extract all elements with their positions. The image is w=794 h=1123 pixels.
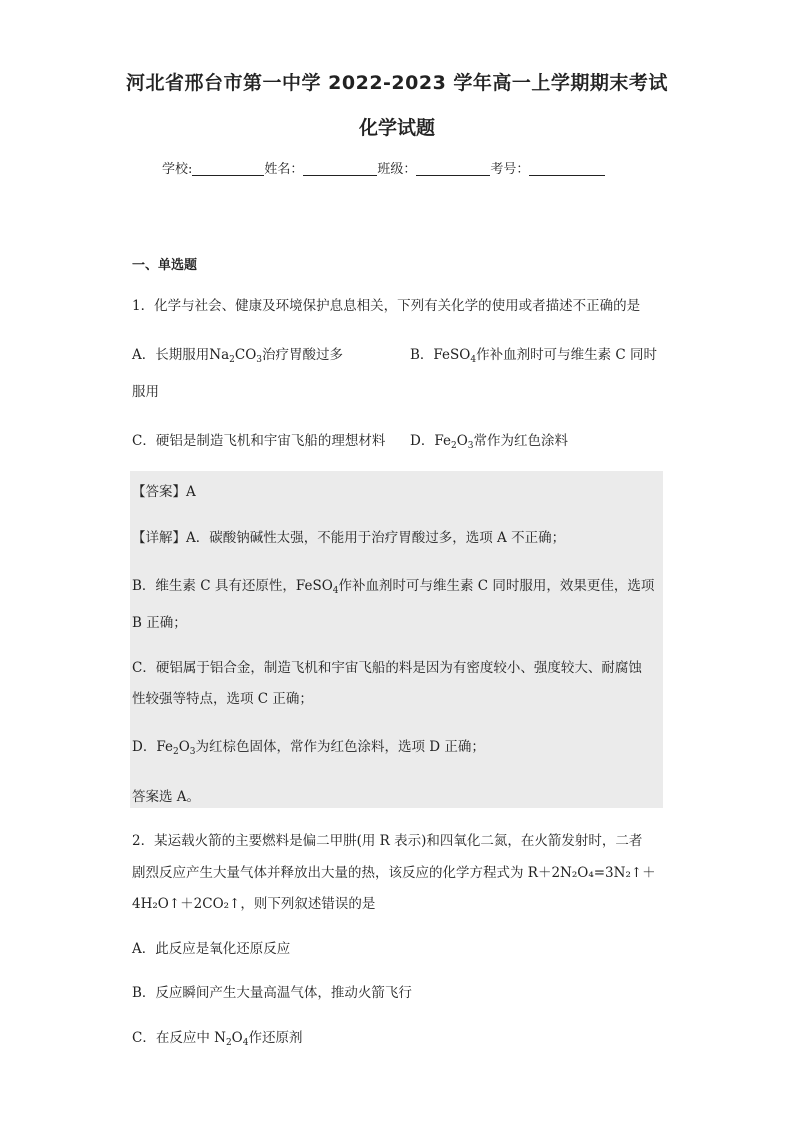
q2-option-c-text: 作还原剂 — [248, 1030, 303, 1046]
formula-feso4-explanation: FeSO$_4$ — [295, 578, 339, 596]
q1-stem: 1．化学与社会、健康及环境保护息息相关，下列有关化学的使用或者描述不正确的是 — [132, 298, 641, 314]
exam-subtitle: 化学试题 — [358, 117, 435, 139]
class-label: 班级： — [377, 162, 417, 177]
explanation-c: C．硬铝属于铝合金，制造飞机和宇宙飞船的料是因为有密度较小、强度较大、耐腐蚀 — [132, 660, 642, 676]
q1-option-b-continued: 服用 — [132, 384, 159, 400]
name-blank — [303, 161, 377, 176]
explanation-d-text: 为红棕色固体，常作为红色涂料，选项 D 正确； — [195, 739, 485, 755]
q1-option-d — [410, 429, 568, 449]
final-answer: 答案选 A。 — [132, 789, 201, 805]
answer-explanation-box — [130, 471, 663, 808]
school-blank — [192, 161, 264, 176]
explanation-b-prefix: B．维生素 C 具有还原性， — [132, 578, 296, 594]
explanation-b-text: 作补血剂时可与维生素 C 同时服用，效果更佳，选项 — [338, 578, 655, 594]
q2-option-c — [132, 1026, 302, 1046]
formula-n2o4: $N_2O_4$ — [214, 1030, 249, 1048]
explanation-d-prefix: D． — [132, 739, 157, 755]
q2-stem-line-3: 4H₂O↑＋2CO₂↑，则下列叙述错误的是 — [132, 896, 376, 912]
option-b-text: 作补血剂时可与维生素 C 同时 — [476, 347, 658, 363]
formula-na2co3: $Na_2CO_3$ — [209, 347, 262, 365]
formula-fe2o3: $Fe_2O_3$ — [434, 433, 474, 451]
student-info-line — [162, 158, 605, 177]
section-heading: 一、单选题 — [132, 258, 198, 273]
exam-number-blank — [529, 161, 605, 176]
q2-option-c-prefix: C．在反应中 — [132, 1030, 215, 1046]
explanation-b-continued: B 正确； — [132, 615, 187, 631]
q2-option-a: A．此反应是氧化还原反应 — [132, 941, 291, 957]
option-b-prefix: B． — [410, 347, 434, 363]
q1-option-c: C．硬铝是制造飞机和宇宙飞船的理想材料 — [132, 433, 386, 449]
school-label: 学校: — [162, 162, 193, 177]
explanation-c-continued: 性较强等特点，选项 C 正确； — [132, 691, 313, 707]
q1-option-b — [410, 343, 657, 363]
explanation-b — [132, 574, 654, 594]
explanation-d — [132, 735, 485, 755]
option-d-text: 常作为红色涂料 — [473, 433, 568, 449]
q2-stem-line-1: 2．某运载火箭的主要燃料是偏二甲肼(用 R 表示)和四氧化二氮，在火箭发射时，二者 — [132, 833, 643, 849]
option-d-prefix: D． — [410, 433, 435, 449]
name-label: 姓名： — [264, 162, 304, 177]
answer-label: 【答案】A — [132, 484, 196, 500]
exam-title: 河北省邢台市第一中学 2022-2023 学年高一上学期期末考试 — [126, 72, 668, 94]
exam-number-label: 考号： — [490, 162, 530, 177]
explanation-a: 【详解】A．碳酸钠碱性太强，不能用于治疗胃酸过多，选项 A 不正确； — [132, 530, 566, 546]
formula-feso4: FeSO$_4$ — [433, 347, 477, 365]
option-a-text: 治疗胃酸过多 — [262, 347, 343, 363]
option-a-prefix: A．长期服用 — [132, 347, 210, 363]
class-blank — [416, 161, 490, 176]
q2-stem-line-2: 剧烈反应产生大量气体并释放出大量的热，该反应的化学方程式为 R＋2N₂O₄=3N₂↑＋ — [132, 865, 656, 881]
q2-option-b: B．反应瞬间产生大量高温气体，推动火箭飞行 — [132, 985, 412, 1001]
formula-fe2o3-explanation: $Fe_2O_3$ — [156, 739, 196, 757]
q1-option-a — [132, 343, 343, 363]
